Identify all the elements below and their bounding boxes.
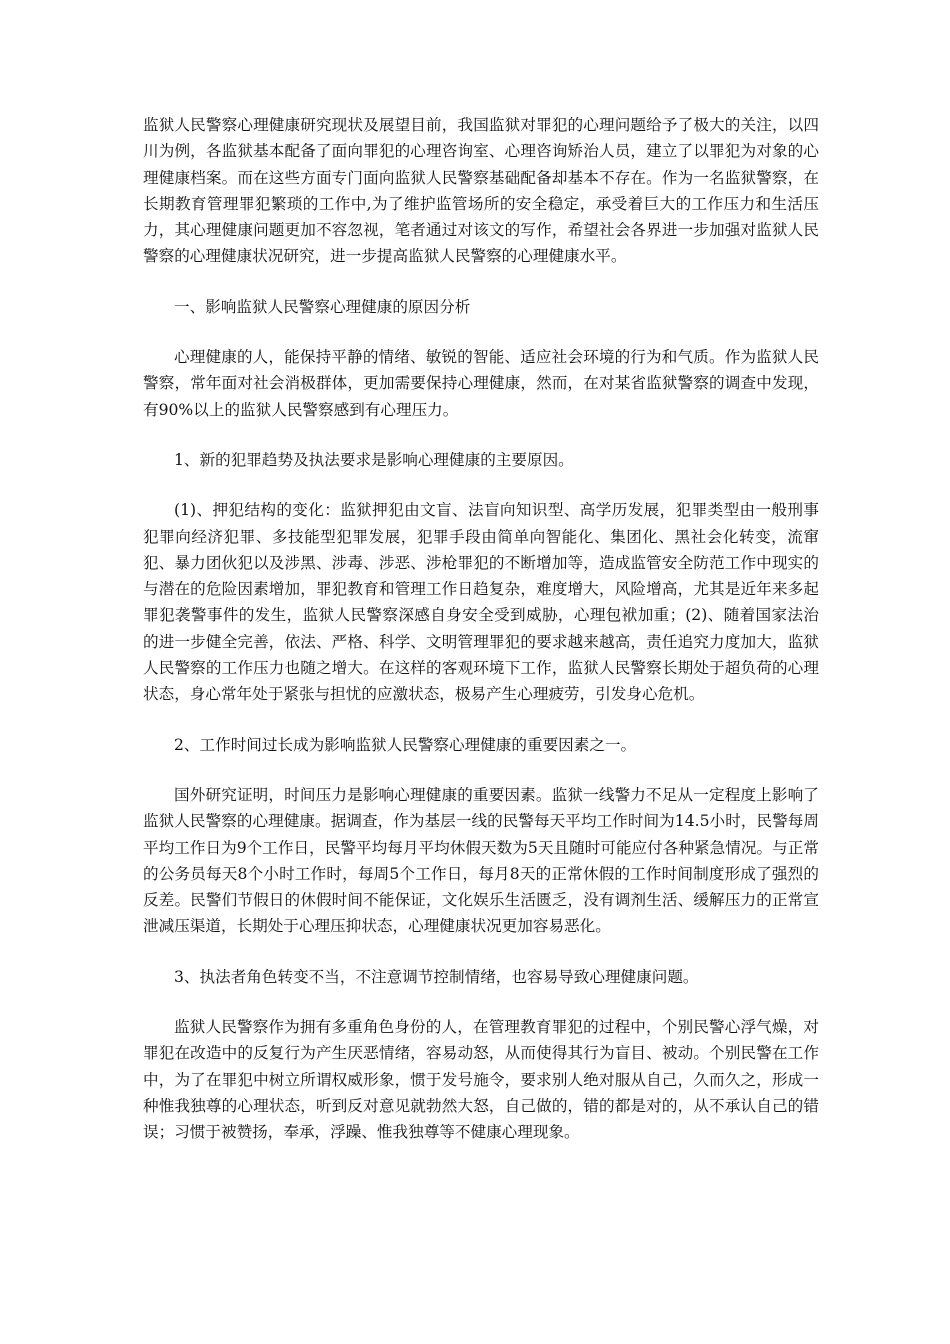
body-paragraph: 心理健康的人，能保持平静的情绪、敏锐的智能、适应社会环境的行为和气质。作为监狱人民警察，常年面对社会消极群体，更加需要保持心理健康，然而，在对某省监狱警察的调查中发现，有90%以上的监狱人民警察感到有心理压力。 (143, 348, 819, 419)
body-paragraph: 国外研究证明，时间压力是影响心理健康的重要因素。监狱一线警力不足从一定程度上影响了监狱人民警察的心理健康。据调查，作为基层一线的民警每天平均工作时间为14.5小时，民警每周平均工作日为9个工作日，民警平均每月平均休假天数为5天且随时可能应付各种紧急情况。与正常的公务员每天8个小时工作时，每周5个工作日，每月8天的正常休假的工作时间制度形成了强烈的反差。民警们节假日的休假时间不能保证，文化娱乐生活匮乏，没有调剂生活、缓解压力的正常宣泄减压渠道，长期处于心理压抑状态，心理健康状况更加容易恶化。 (143, 785, 819, 936)
document-body (143, 112, 819, 1170)
intro-paragraph: 监狱人民警察心理健康研究现状及展望目前，我国监狱对罪犯的心理问题给予了极大的关注，以四川为例，各监狱基本配备了面向罪犯的心理咨询室、心理咨询矫治人员，建立了以罪犯为对象的心理健康档案。而在这些方面专门面向监狱人民警察基础配备却基本不存在。作为一名监狱警察，在长期教育管理罪犯繁琐的工作中,为了维护监管场所的安全稳定，承受着巨大的工作压力和生活压力，其心理健康问题更加不容忽视，笔者通过对该文的写作，希望社会各界进一步加强对监狱人民警察的心理健康状况研究，进一步提高监狱人民警察的心理健康水平。 (143, 116, 819, 266)
subheading-1: 1、新的犯罪趋势及执法要求是影响心理健康的主要原因。 (174, 450, 574, 469)
subheading-2: 2、工作时间过长成为影响监狱人民警察心理健康的重要因素之一。 (174, 735, 637, 754)
body-paragraph: (1)、押犯结构的变化：监狱押犯由文盲、法盲向知识型、高学历发展，犯罪类型由一般刑事犯罪向经济犯罪、多技能型犯罪发展，犯罪手段由简单向智能化、集团化、黑社会化转变，流窜犯、暴力团伙犯以及涉黑、涉毒、涉恶、涉枪罪犯的不断增加等，造成监管安全防范工作中现实的与潜在的危险因素增加，罪犯教育和管理工作日趋复杂，难度增大，风险增高，尤其是近年来多起罪犯袭警事件的发生，监狱人民警察深感自身安全受到威胁，心理包袱加重；(2)、随着国家法治的进一步健全完善，依法、严格、科学、文明管理罪犯的要求越来越高，责任追究力度加大，监狱人民警察的工作压力也随之增大。在这样的客观环境下工作，监狱人民警察长期处于超负荷的心理状态，身心常年处于紧张与担忧的应激状态，极易产生心理疲劳，引发身心危机。 (143, 501, 819, 704)
subheading-3: 3、执法者角色转变不当，不注意调节控制情绪，也容易导致心理健康问题。 (174, 967, 699, 986)
section-heading-1: 一、影响监狱人民警察心理健康的原因分析 (174, 297, 471, 316)
body-paragraph: 监狱人民警察作为拥有多重角色身份的人，在管理教育罪犯的过程中，个别民警心浮气燥，对罪犯在改造中的反复行为产生厌恶情绪，容易动怒，从而使得其行为盲目、被动。个别民警在工作中，为了在罪犯中树立所谓权威形象，惯于发号施令，要求别人绝对服从自己，久而久之，形成一种惟我独尊的心理状态，听到反对意见就勃然大怒，自己做的，错的都是对的，从不承认自己的错误；习惯于被赞扬，奉承，浮躁、惟我独尊等不健康心理现象。 (143, 1018, 819, 1142)
